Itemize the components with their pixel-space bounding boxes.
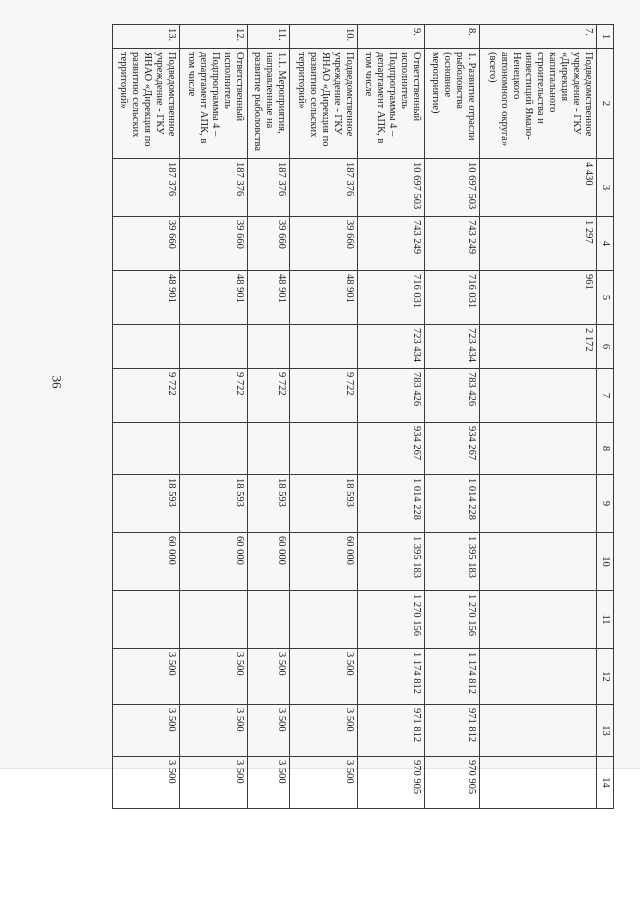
value-cell: 3 500	[247, 757, 289, 809]
row-number: 8.	[424, 25, 479, 49]
value-cell: 187 376	[247, 159, 289, 217]
value-cell: 1 014 228	[424, 475, 479, 533]
column-header: 8	[597, 423, 614, 475]
rotated-table-area	[112, 24, 614, 795]
value-cell	[290, 423, 357, 475]
page-number	[50, 375, 62, 389]
column-header: 10	[597, 533, 614, 591]
value-cell	[290, 591, 357, 649]
column-header: 12	[597, 649, 614, 705]
table-row	[247, 25, 289, 809]
value-cell: 970 905	[424, 757, 479, 809]
column-header: 7	[597, 369, 614, 423]
value-cell: 3 500	[290, 705, 357, 757]
value-cell: 60 000	[113, 533, 180, 591]
value-cell	[247, 591, 289, 649]
budget-table	[112, 24, 614, 809]
table-row	[424, 25, 479, 809]
value-cell: 60 000	[290, 533, 357, 591]
table-row	[290, 25, 357, 809]
value-cell: 60 000	[180, 533, 247, 591]
value-cell: 3 500	[113, 757, 180, 809]
value-cell: 10 697 503	[424, 159, 479, 217]
row-description: Ответственный исполнитель Подпрограммы 4 – департамент АПК, в том числе	[357, 49, 424, 159]
table-row	[113, 25, 180, 809]
value-cell: 18 593	[247, 475, 289, 533]
row-description: Подведомственное учреждение - ГКУ ЯНАО «Дирекция по развитию сельских территорий»	[290, 49, 357, 159]
value-cell	[479, 475, 596, 533]
value-cell: 971 812	[424, 705, 479, 757]
value-cell: 39 660	[290, 217, 357, 271]
value-cell: 48 901	[290, 271, 357, 325]
value-cell: 48 901	[113, 271, 180, 325]
row-number: 9.	[357, 25, 424, 49]
value-cell: 3 500	[247, 705, 289, 757]
value-cell: 2 172	[479, 325, 596, 369]
row-number: 10.	[290, 25, 357, 49]
value-cell: 39 660	[247, 217, 289, 271]
row-description: 1.1. Мероприятия, направленные на развитие рыболовства	[247, 49, 289, 159]
column-header: 11	[597, 591, 614, 649]
value-cell: 1 395 183	[424, 533, 479, 591]
value-cell: 10 697 503	[357, 159, 424, 217]
value-cell	[290, 325, 357, 369]
value-cell: 723 434	[357, 325, 424, 369]
value-cell: 48 901	[180, 271, 247, 325]
page-number-text: 36	[49, 375, 64, 389]
value-cell: 3 500	[180, 649, 247, 705]
value-cell: 187 376	[290, 159, 357, 217]
rotated-table-wrapper	[112, 24, 614, 795]
value-cell	[479, 533, 596, 591]
value-cell: 3 500	[247, 649, 289, 705]
value-cell: 716 031	[357, 271, 424, 325]
value-cell: 743 249	[424, 217, 479, 271]
value-cell: 783 426	[424, 369, 479, 423]
value-cell: 48 901	[247, 271, 289, 325]
value-cell: 1 270 156	[357, 591, 424, 649]
value-cell: 934 267	[424, 423, 479, 475]
value-cell: 9 722	[180, 369, 247, 423]
value-cell: 723 434	[424, 325, 479, 369]
value-cell: 18 593	[113, 475, 180, 533]
table-row	[357, 25, 424, 809]
value-cell: 187 376	[180, 159, 247, 217]
value-cell: 3 500	[113, 649, 180, 705]
table-header-row	[597, 25, 614, 809]
column-header: 14	[597, 757, 614, 809]
row-description: Подведомственное учреждение - ГКУ ЯНАО «Дирекция по развитию сельских территорий»	[113, 49, 180, 159]
value-cell: 961	[479, 271, 596, 325]
value-cell	[180, 423, 247, 475]
value-cell: 1 174 812	[357, 649, 424, 705]
table-row	[180, 25, 247, 809]
value-cell: 39 660	[113, 217, 180, 271]
row-description: Подведомственное учреждение - ГКУ «Дирекция капитального строительства и инвестиций Ямало-Ненецкого автономного округа» (всего)	[479, 49, 596, 159]
value-cell: 9 722	[113, 369, 180, 423]
value-cell	[113, 423, 180, 475]
value-cell: 1 395 183	[357, 533, 424, 591]
row-description: 1. Развитие отрасли рыболовства (основное мероприятие)	[424, 49, 479, 159]
column-header: 13	[597, 705, 614, 757]
value-cell	[479, 591, 596, 649]
column-header: 4	[597, 217, 614, 271]
column-header: 6	[597, 325, 614, 369]
value-cell: 716 031	[424, 271, 479, 325]
value-cell: 970 905	[357, 757, 424, 809]
value-cell: 743 249	[357, 217, 424, 271]
value-cell	[247, 423, 289, 475]
value-cell	[479, 705, 596, 757]
value-cell: 1 174 812	[424, 649, 479, 705]
value-cell	[479, 369, 596, 423]
row-description: Ответственный исполнитель Подпрограммы 4 – департамент АПК, в том числе	[180, 49, 247, 159]
value-cell	[180, 325, 247, 369]
column-header: 1	[597, 25, 614, 49]
row-number: 11.	[247, 25, 289, 49]
row-number: 12.	[180, 25, 247, 49]
column-header: 3	[597, 159, 614, 217]
value-cell: 1 014 228	[357, 475, 424, 533]
value-cell	[479, 757, 596, 809]
value-cell: 4 430	[479, 159, 596, 217]
value-cell: 3 500	[290, 757, 357, 809]
value-cell: 18 593	[290, 475, 357, 533]
value-cell: 60 000	[247, 533, 289, 591]
value-cell: 934 267	[357, 423, 424, 475]
value-cell	[479, 649, 596, 705]
value-cell: 3 500	[180, 757, 247, 809]
value-cell	[113, 591, 180, 649]
value-cell: 1 270 156	[424, 591, 479, 649]
value-cell: 39 660	[180, 217, 247, 271]
value-cell	[180, 591, 247, 649]
column-header: 2	[597, 49, 614, 159]
table-row	[479, 25, 596, 809]
value-cell: 3 500	[180, 705, 247, 757]
value-cell: 3 500	[290, 649, 357, 705]
row-number: 7.	[479, 25, 596, 49]
value-cell	[113, 325, 180, 369]
value-cell: 1 297	[479, 217, 596, 271]
column-header: 9	[597, 475, 614, 533]
row-number: 13.	[113, 25, 180, 49]
value-cell: 187 376	[113, 159, 180, 217]
value-cell: 3 500	[113, 705, 180, 757]
value-cell: 783 426	[357, 369, 424, 423]
value-cell: 971 812	[357, 705, 424, 757]
value-cell	[247, 325, 289, 369]
value-cell	[479, 423, 596, 475]
value-cell: 9 722	[290, 369, 357, 423]
value-cell: 9 722	[247, 369, 289, 423]
value-cell: 18 593	[180, 475, 247, 533]
column-header: 5	[597, 271, 614, 325]
